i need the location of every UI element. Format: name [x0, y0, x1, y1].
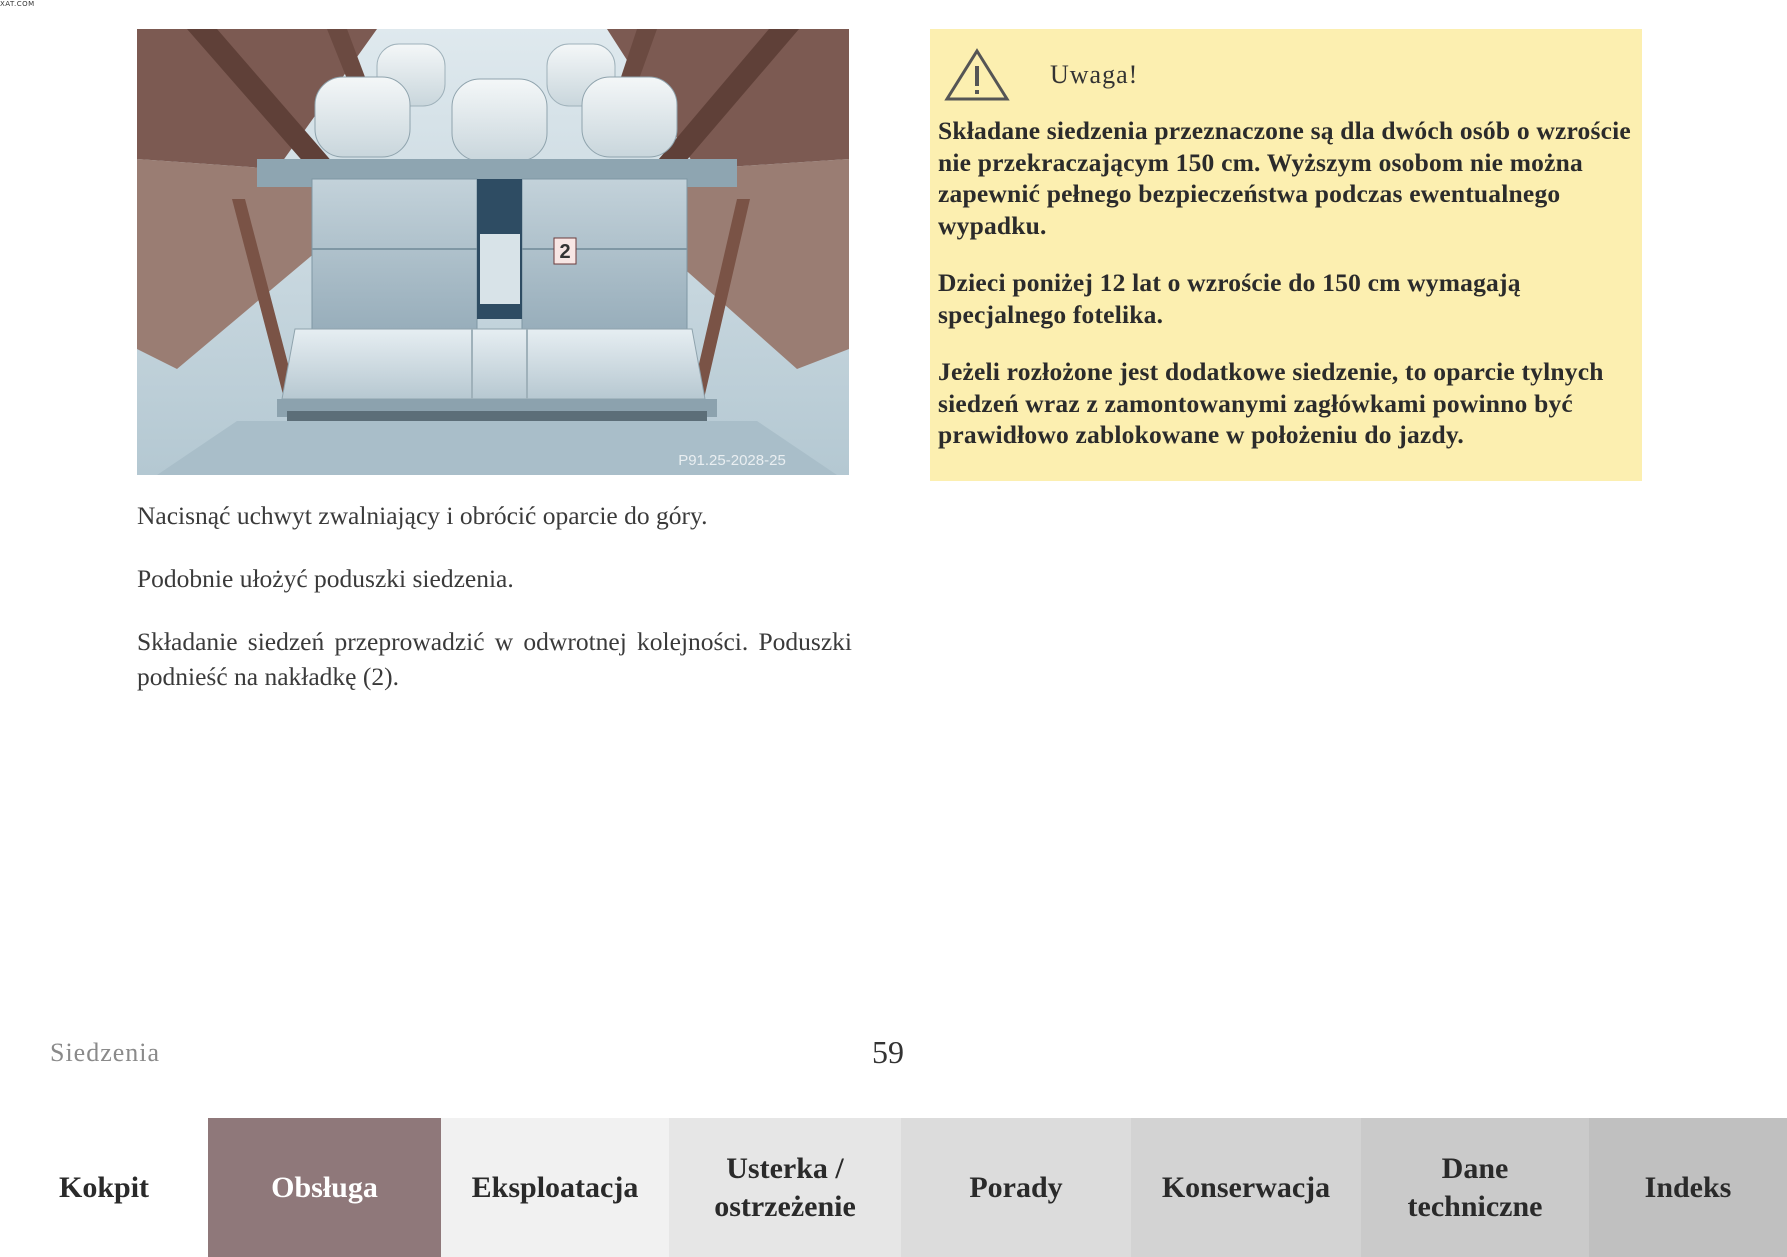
warning-box [930, 29, 1642, 481]
warning-title: Uwaga! [1050, 60, 1139, 89]
tab-obsluga[interactable] [208, 1118, 441, 1257]
figure-code: P91.25-2028-25 [678, 452, 786, 469]
instruction-paragraph: Nacisnąć uchwyt zwalniający i obrócić oparcie do góry. [137, 501, 708, 530]
tab-label: Porady [969, 1170, 1063, 1204]
tab-label: Indeks [1644, 1170, 1732, 1204]
warning-header [938, 47, 1632, 103]
tab-label: Kokpit [58, 1170, 150, 1204]
tab-label: Usterka / [726, 1151, 844, 1185]
warning-paragraph: Składane siedzenia przeznaczone są dla dwóch osób o wzroście nie przekraczającym 150 cm. Wyższym osobom nie można zapewnić pełnego bezpieczeństwa podczas ewentualnego wypadku. [938, 116, 1631, 240]
warning-paragraph: Jeżeli rozłożone jest dodatkowe siedzenie, to oparcie tylnych siedzeń wraz z zamontowanymi zagłówkami powinno być prawidłowo zablokowane w położeniu do jazdy. [938, 357, 1604, 449]
tab-konserwacja[interactable] [1131, 1118, 1361, 1257]
page-number: 59 [872, 1034, 904, 1070]
seat-illustration [137, 29, 849, 475]
watermark: XAT.COM [0, 0, 35, 8]
instruction-paragraph: Składanie siedzeń przeprowadzić w odwrotnej kolejności. Poduszki podnieść na nakładkę (2). [137, 627, 852, 691]
tab-indeks[interactable] [1589, 1118, 1787, 1257]
tab-label: Dane [1441, 1151, 1509, 1185]
warning-paragraph: Dzieci poniżej 12 lat o wzroście do 150 cm wymagają specjalnego fotelika. [938, 268, 1521, 329]
tab-kokpit[interactable] [0, 1118, 208, 1257]
tab-label: Obsługa [271, 1170, 378, 1204]
warning-triangle-icon [944, 48, 1010, 102]
chapter-navigation [0, 1118, 1787, 1257]
tab-label-line2: techniczne [1407, 1189, 1543, 1223]
tab-label-line2: ostrzeżenie [714, 1189, 856, 1223]
callout-2: 2 [559, 241, 571, 263]
tab-label: Konserwacja [1161, 1170, 1331, 1204]
tab-porady[interactable] [901, 1118, 1131, 1257]
tab-usterka-ostrzezenie[interactable] [669, 1118, 901, 1257]
instruction-paragraph: Podobnie ułożyć poduszki siedzenia. [137, 564, 514, 593]
section-label: Siedzenia [50, 1038, 161, 1067]
tab-eksploatacja[interactable] [441, 1118, 669, 1257]
tab-label: Eksploatacja [471, 1170, 639, 1204]
instructions [137, 498, 852, 722]
tab-dane-techniczne[interactable] [1361, 1118, 1589, 1257]
